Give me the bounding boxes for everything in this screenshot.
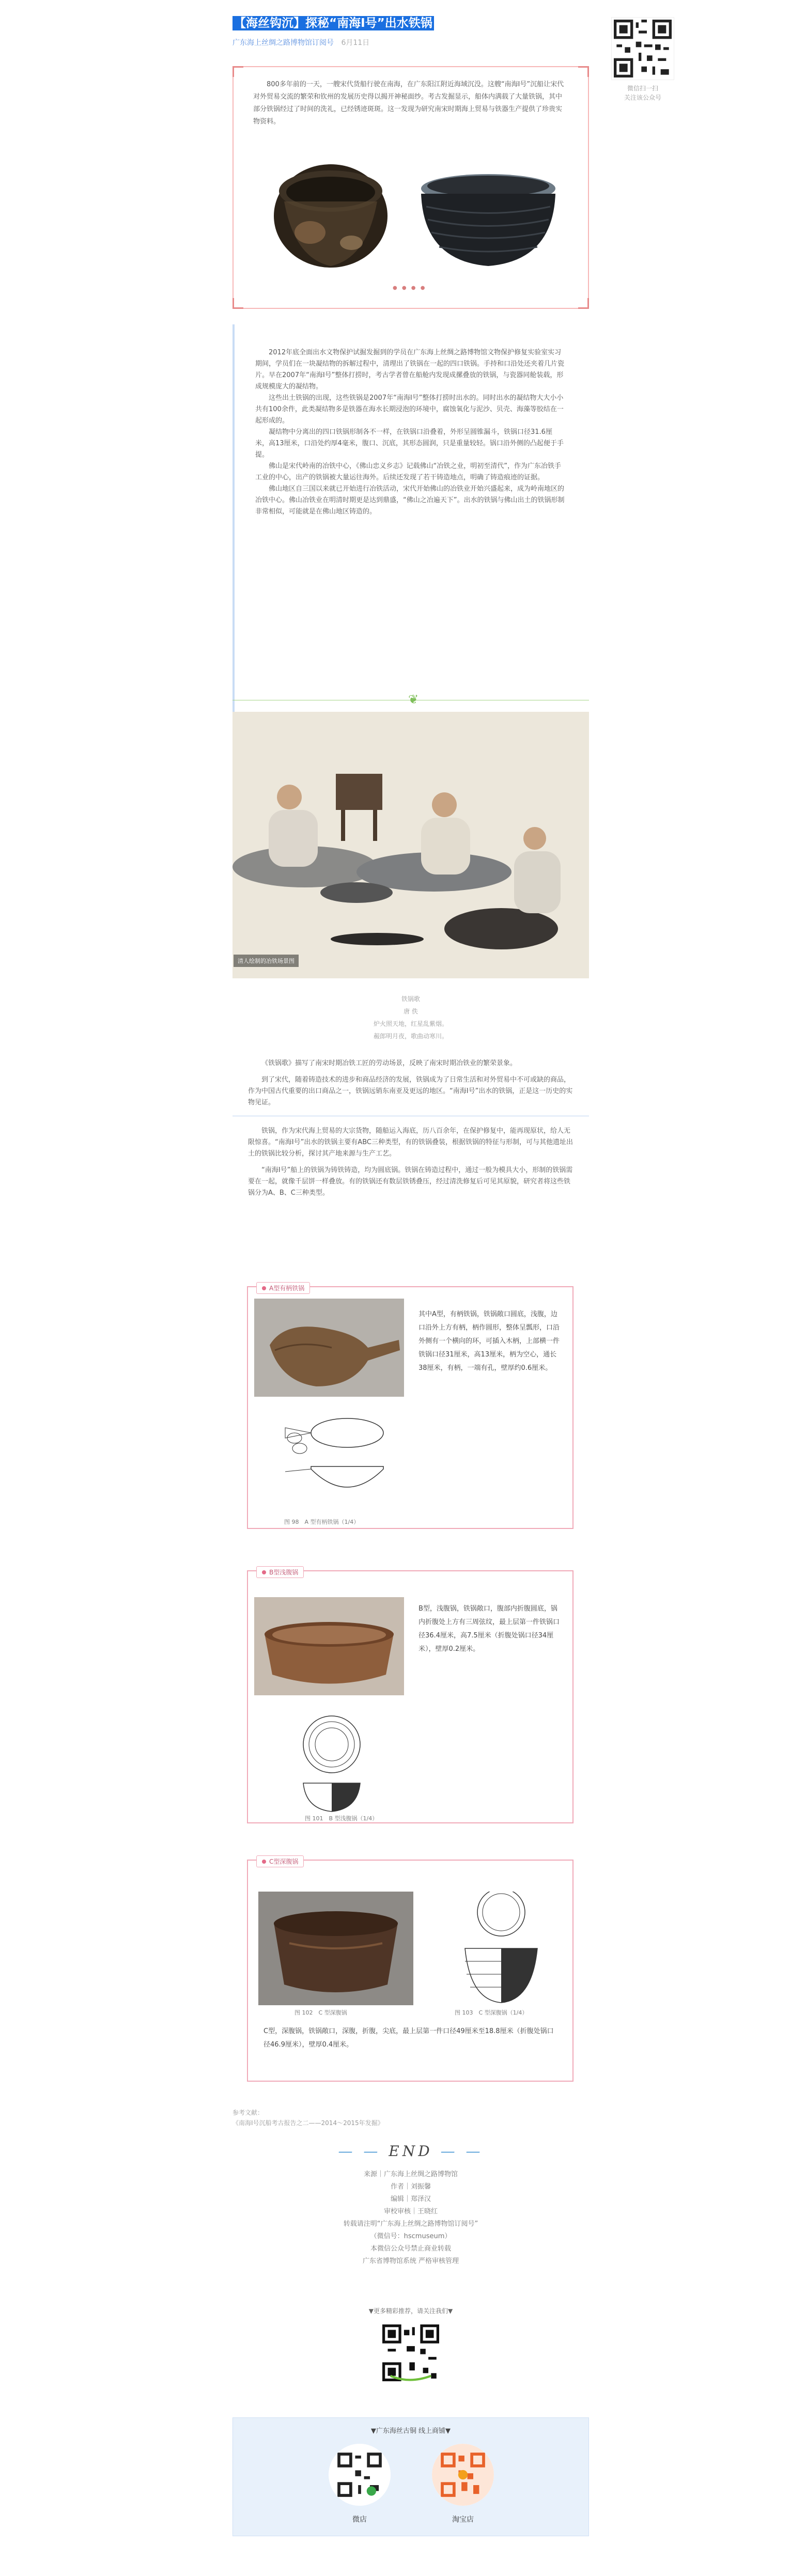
credit-writer: 作者｜刘振馨 (390, 2183, 431, 2191)
credit-note: 本微信公众号禁止商业转载 (370, 2245, 451, 2253)
intro-paragraph: 800多年前的一天，一艘宋代货船行驶在南海，在广东阳江附近海域沉没。这艘“南海I号”沉船让宋代对外贸易交流的繁荣和钦州的发展历史得以揭开神秘面纱。考古发掘显示，船体内满载了大量铁锅，其中部分铁锅经过了时间的洗礼，已经锈迹斑斑。这一发现为研究南宋时期海上贸易与铁器生产提供了珍贵实物资料。 (253, 81, 564, 126)
painting-caption: 清人绘制的冶铁场景图 (234, 955, 299, 967)
frame-corner (233, 66, 243, 77)
type-b-tag: B型浅腹锅 (256, 1566, 304, 1578)
article-header (233, 14, 589, 48)
poem-line: 铁锅歌 (401, 995, 420, 1003)
type-b-description: B型，浅腹锅，铁锅敞口，腹部内折腹圆底，锅内折腹处上方有三周弦纹，最上层第一件铁锅口径36.4厘米，高7.5厘米（折腹处锅口径34厘米），壁厚0.2厘米。 (419, 1605, 560, 1653)
qr-caption: 微信扫一扫 关注该公众号 (624, 85, 661, 101)
references-item: 《南海I号沉船考古报告之二——2014～2015年发掘》 (233, 2119, 384, 2127)
type-a-description: 其中A型，有柄铁锅，铁锅敞口圆底，浅腹，边口沿外上方有柄，柄作圆形，整体呈瓢形，口沿外侧有一个横向的环，可插入木柄，上部横一件铁锅口径31厘米，高13厘米，柄为空心，通长38厘米，有柄，一端有孔，壁厚约0.6厘米。 (419, 1310, 560, 1372)
publish-date: 6月11日 (341, 39, 370, 47)
mid-paragraph: 《铁锅歌》描写了南宋时期冶铁工匠的劳动场景，反映了南宋时期冶铁业的繁荣景象。 (261, 1059, 517, 1067)
poem-block (233, 993, 589, 1042)
credit-note: 广东省博物馆系统 严格审核管理 (362, 2257, 459, 2265)
author-link[interactable]: 广东海上丝绸之路博物馆订阅号 (233, 39, 334, 47)
qr-code-icon (612, 18, 674, 80)
references (233, 2107, 589, 2128)
middle-section (248, 1058, 574, 1204)
poem-line: 炉火照天地，红星乱紫烟。 (373, 1020, 448, 1027)
poem-line: 赧郎明月夜，歌曲动寒川。 (373, 1033, 448, 1040)
shop-panel (233, 2417, 589, 2536)
shop-title: ▼广东海丝古铜 线上商铺▼ (370, 2427, 451, 2435)
references-title: 参考文献： (233, 2109, 264, 2116)
painting-image[interactable] (233, 712, 589, 978)
credit-source: 来源｜广东海上丝绸之路博物馆 (363, 2171, 458, 2178)
end-logo: — — END — — (338, 2143, 484, 2160)
poem-line: 唐 佚 (404, 1008, 418, 1015)
type-c-card (247, 1860, 574, 2082)
type-a-card (247, 1286, 574, 1529)
body-section (233, 324, 589, 717)
body-paragraph: 佛山是宋代岭南的冶铁中心，《佛山忠义乡志》记载佛山“冶铁之业，明初至清代”，作为广东冶铁手工业的中心，出产的铁锅被大量运往海外。后续还发现了若干铸造地点，明确了铸造痕迹的证据。 (255, 462, 561, 481)
type-a-figure (254, 1299, 409, 1516)
mid-paragraph: “南海I号”船上的铁锅为铸铁铸造，均为圆底锅。铁锅在铸造过程中，通过一般为模具大小，形制的铁锅需要在一起，就像千层饼一样叠放。有的铁锅还有数层铁锈叠压，经过清洗修复后可见其原貌，研究者将这些铁锅分为A、B、C三种类型。 (248, 1166, 573, 1197)
mid-paragraph: 到了宋代，随着铸造技术的进步和商品经济的发展，铁锅成为了日常生活和对外贸易中不可或缺的商品，作为中国古代重要的出口商品之一，铁锅远销东南亚及更远的地区。“南海I号”出水的铁锅，正是这一历史的实物见证。 (248, 1076, 573, 1106)
body-paragraph: 佛山地区自三国以来就已开始进行冶铁活动，宋代开始佛山的冶铁业开始兴盛起来，成为岭南地区的冶铁中心。佛山冶铁业在明清时期更是达到鼎盛，“佛山之冶遍天下”。出水的铁锅与佛山出土的铁锅形制非常相似，可能就是在佛山地区铸造的。 (255, 485, 565, 516)
credit-editor: 编辑｜郑泽汉 (390, 2195, 431, 2203)
leaf-ornament-icon: ❦ (408, 692, 419, 707)
frame-corner (233, 298, 243, 309)
taobao-label: 淘宝店 (452, 2516, 474, 2524)
type-b-figure-caption: 图 101 B 型浅腹锅（1/4） (305, 1815, 378, 1822)
body-paragraph: 这些出土铁锅的出现，这些铁锅是2007年“南海I号”整体打捞时出水的。同时出水的凝结物大大小小共有100余件，此类凝结物多是铁器在海水长期浸泡的环境中，腐蚀氧化与泥沙、贝壳、海藻等胶结在一起形成的。 (255, 394, 564, 425)
credits-block (233, 2168, 589, 2268)
body-text (255, 347, 565, 518)
type-a-figure-caption: 图 98 A 型有柄铁锅（1/4） (284, 1519, 360, 1525)
type-c-figure-caption-right: 图 103 C 型深腹锅（1/4） (455, 2009, 528, 2016)
weidian-qr-icon[interactable] (329, 2444, 391, 2506)
type-b-card (247, 1570, 574, 1823)
article-meta (233, 37, 589, 48)
credit-note: 转载请注明“广东海上丝绸之路博物馆订阅号” (343, 2220, 478, 2228)
carousel-dots[interactable]: ● ● ● ● (393, 285, 427, 291)
frame-corner (578, 66, 589, 77)
mid-paragraph: 铁锅，作为宋代海上贸易的大宗货物，随船运入海底，历八百余年，在保护修复中，能再现原状，给人无限惊喜。“南海I号”出水的铁锅主要有ABC三种类型，有的铁锅叠装，根据铁锅的特征与形制，可与其他遗址出土的铁锅比较分析，探讨其产地来源与生产工艺。 (248, 1127, 573, 1158)
type-a-tag: A型有柄铁锅 (256, 1282, 310, 1294)
credit-note: （微信号：hscmuseum） (370, 2232, 452, 2240)
iron-bowl-photo (274, 164, 388, 268)
body-paragraph: 2012年底全面出水文物保护试掘发掘到的学员在广东海上丝绸之路博物馆文物保护修复实验室实习期间，学员们在一块凝结物的拆解过程中，清理出了铁锅在一起的四口铁锅。手持和口沿处还夹着几片瓷片。早在2007年“南海I号”整体打捞时，考古学者曾在船舱内发现成摞叠放的铁锅，与瓷器同舱装载，形成规模庞大的凝结物。 (255, 349, 565, 391)
type-c-figure-caption-left: 图 102 C 型深腹锅 (295, 2009, 347, 2016)
taobao-qr-icon[interactable] (432, 2444, 494, 2506)
weidian-label: 微店 (352, 2516, 367, 2524)
body-paragraph: 凝结物中分离出的四口铁锅形制各不一样，在铁锅口沿叠着，外形呈圆锥漏斗，铁锅口径31.6厘米，高13厘米，口沿处约厚4毫米，腹口、沉底，其形态圆润，只是重量较轻。锅口沿外侧的凸起便于手提。 (255, 428, 564, 459)
stacked-bowls-photo (421, 174, 555, 266)
type-b-figure (254, 1597, 409, 1814)
type-c-tag: C型深腹锅 (256, 1855, 304, 1867)
type-c-description: C型，深腹锅，铁锅敞口，深腹，折腹，尖底，最上层第一件口径49厘米至18.8厘米（折腹处锅口径46.9厘米），壁厚0.4厘米。 (264, 2027, 554, 2049)
credit-reviewer: 审校审核｜王晓红 (383, 2208, 438, 2215)
frame-corner (578, 298, 589, 309)
type-c-figure (258, 1892, 563, 2021)
follow-prompt: ▼更多精彩推荐，请关注我们▼ (368, 2307, 453, 2315)
qr-code-icon[interactable] (382, 2324, 439, 2381)
article-title: 【海丝钩沉】探秘“南海I号”出水铁锅 (233, 16, 434, 30)
carousel-images[interactable] (253, 155, 568, 279)
follow-qr-panel (610, 18, 676, 102)
